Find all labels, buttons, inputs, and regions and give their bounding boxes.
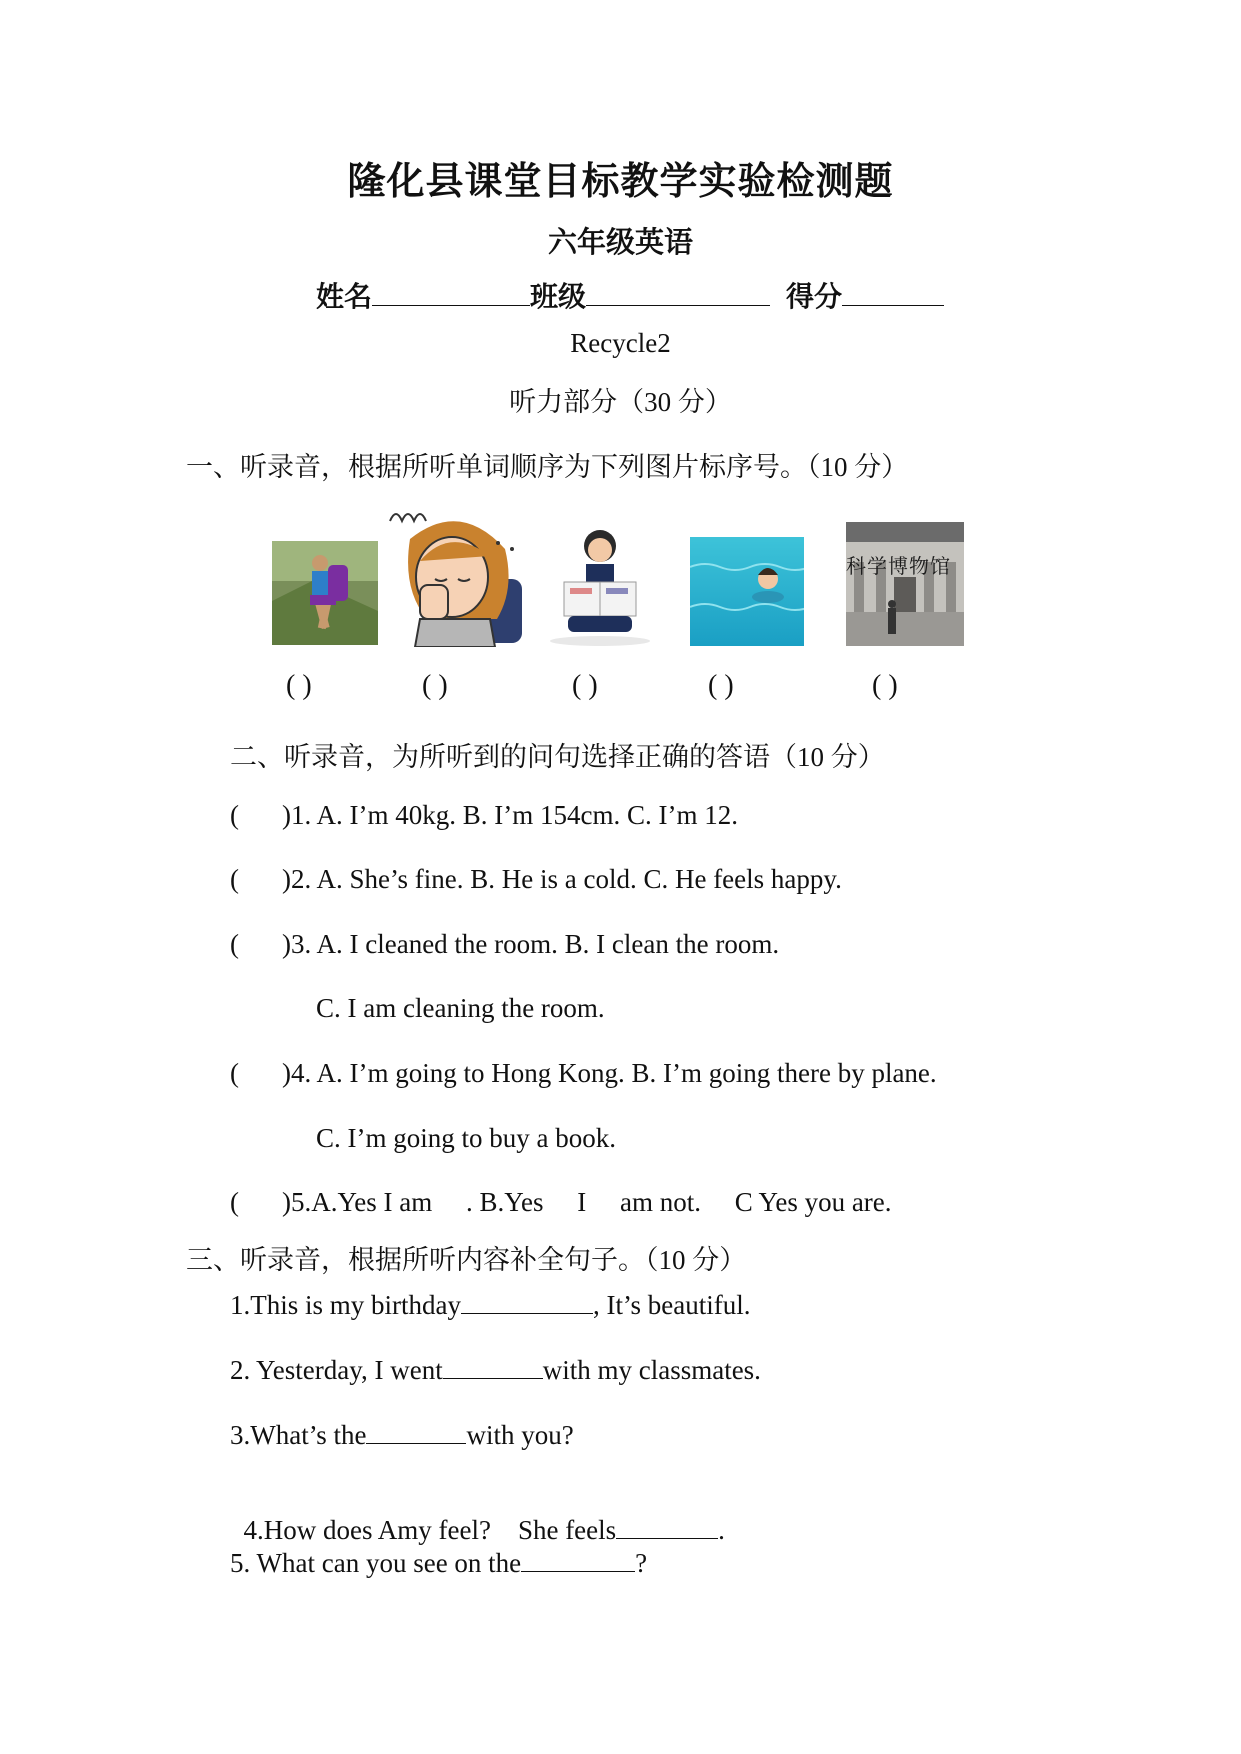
section1-heading: 一、听录音，根据所听单词顺序为下列图片标序号。（10 分） (186, 452, 909, 482)
choice-question-4-paren[interactable]: ( (230, 1058, 239, 1088)
student-info-row (316, 275, 944, 315)
picture-answer-2[interactable]: ( ) (422, 670, 448, 701)
fill-sentence-5 (230, 1548, 647, 1579)
class-label: 班级 (530, 280, 587, 313)
choice-question-5-paren[interactable]: ( (230, 1187, 239, 1217)
fill-sentence-4 (230, 1484, 725, 1546)
unit-label: Recycle2 (570, 328, 671, 358)
section3-heading: 三、听录音，根据所听内容补全句子。（10 分） (186, 1245, 747, 1275)
sick-girl-cartoon (380, 499, 530, 647)
girl-reading-photo (538, 516, 658, 646)
fill-blank-1[interactable] (461, 1291, 593, 1314)
name-label: 姓名 (316, 280, 373, 313)
choice-question-5: )5.A.Yes I am . B.Yes I am not. C Yes you are. (282, 1187, 892, 1217)
fill-sentence-4-after: . (718, 1515, 725, 1545)
page-subtitle: 六年级英语 (547, 225, 693, 259)
picture-answer-4[interactable]: ( ) (708, 670, 734, 701)
choice-question-3-option-c: C. I am cleaning the room. (316, 993, 605, 1023)
swimming-photo (690, 537, 804, 646)
fill-sentence-1-before: 1.This is my birthday (230, 1290, 461, 1320)
choice-question-1: )1. A. I’m 40kg. B. I’m 154cm. C. I’m 12. (282, 800, 738, 830)
fill-blank-4[interactable] (616, 1516, 718, 1539)
picture-answer-3[interactable]: ( ) (572, 670, 598, 701)
choice-question-4: )4. A. I’m going to Hong Kong. B. I’m going there by plane. (282, 1058, 937, 1088)
score-label: 得分 (786, 280, 843, 313)
fill-sentence-5-before: 5. What can you see on the (230, 1548, 522, 1578)
fill-blank-5[interactable] (521, 1549, 635, 1572)
hiking-photo (272, 541, 378, 645)
science-museum-photo (846, 522, 964, 646)
name-blank[interactable] (372, 277, 530, 306)
fill-sentence-1-after: , It’s beautiful. (593, 1290, 751, 1320)
choice-question-3-paren[interactable]: ( (230, 929, 239, 959)
page-title: 隆化县课堂目标教学实验检测题 (347, 159, 894, 203)
choice-question-1-paren[interactable]: ( (230, 800, 239, 830)
fill-blank-2[interactable] (443, 1356, 543, 1379)
fill-sentence-2-after: with my classmates. (542, 1355, 761, 1385)
fill-sentence-5-after: ? (635, 1548, 648, 1578)
fill-sentence-3 (230, 1420, 574, 1451)
choice-question-2: )2. A. She’s fine. B. He is a cold. C. He feels happy. (282, 864, 842, 894)
picture-answer-5[interactable]: ( ) (872, 670, 898, 701)
fill-blank-3[interactable] (366, 1421, 466, 1444)
fill-sentence-4-before: 4.How does Amy feel? She feels (243, 1515, 617, 1545)
listening-part-label: 听力部分（30 分） (509, 387, 732, 417)
choice-question-2-paren[interactable]: ( (230, 864, 239, 894)
choice-question-3: )3. A. I cleaned the room. B. I clean the room. (282, 929, 780, 959)
choice-question-4-option-c: C. I’m going to buy a book. (316, 1123, 616, 1153)
fill-sentence-3-after: with you? (466, 1420, 574, 1450)
fill-sentence-2-before: 2. Yesterday, I went (230, 1355, 443, 1385)
section2-heading: 二、听录音，为所听到的问句选择正确的答语（10 分） (230, 742, 885, 772)
fill-sentence-1 (230, 1290, 750, 1321)
museum-caption: 科学博物馆 (846, 554, 951, 578)
score-blank[interactable] (842, 277, 944, 306)
fill-sentence-2 (230, 1355, 761, 1386)
picture-answer-1[interactable]: ( ) (286, 670, 312, 701)
fill-sentence-3-before: 3.What’s the (230, 1420, 367, 1450)
class-blank[interactable] (586, 277, 770, 306)
